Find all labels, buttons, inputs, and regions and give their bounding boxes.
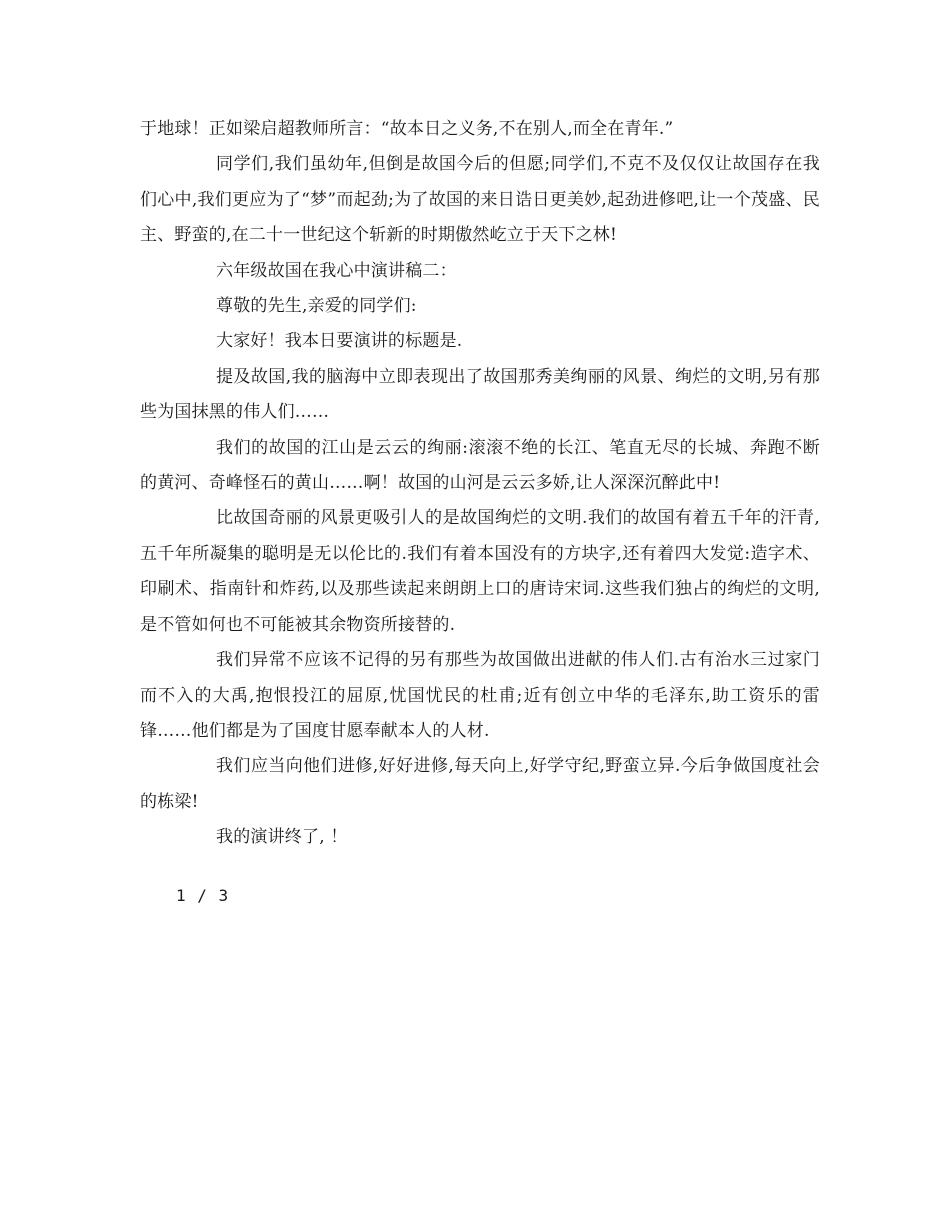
paragraph: 同学们,我们虽幼年,但倒是故国今后的但愿;同学们,不克不及仅仅让故国存在我们心中,我们更应为了“梦”而起劲;为了故国的来日诰日更美妙,起劲进修吧,让一个茂盛、民主、野蛮的,在二十一世纪这个斩新的时期傲然屹立于天下之林!: [140, 154, 820, 246]
page-number: 1 / 3: [176, 886, 230, 905]
paragraph: 于地球！正如梁启超教师所言：“故本日之义务,不在别人,而全在青年.”: [140, 119, 674, 139]
paragraph: 比故国奇丽的风景更吸引人的是故国绚烂的文明.我们的故国有着五千年的汗青,五千年所凝集的聪明是无以伦比的.我们有着本国没有的方块字,还有着四大发觉:造字术、印刷术、指南针和炸药,以及那些读起来朗朗上口的唐诗宋词.这些我们独占的绚烂的文明,是不管如何也不可能被其余物资所接替的.: [140, 508, 820, 635]
closing-line: 我的演讲终了, ！: [216, 827, 348, 848]
salutation: 尊敬的先生,亲爱的同学们:: [216, 296, 417, 317]
section-heading: 六年级故国在我心中演讲稿二：: [216, 260, 457, 281]
document-body: [140, 112, 820, 856]
paragraph: 我们应当向他们进修,好好进修,每天向上,好学守纪,野蛮立异.今后争做国度社会的栋梁!: [140, 756, 820, 812]
paragraph: 我们异常不应该不记得的另有那些为故国做出进献的伟人们.古有治水三过家门而不入的大禹,抱恨投江的屈原,忧国忧民的杜甫;近有创立中华的毛泽东,助工资乐的雷锋……他们都是为了国度甘愿奉献本人的人材.: [140, 650, 820, 741]
paragraph: 我们的故国的江山是云云的绚丽:滚滚不绝的长江、笔直无尽的长城、奔跑不断的黄河、奇峰怪石的黄山……啊！故国的山河是云云多娇,让人深深沉醉此中!: [140, 437, 820, 494]
greeting: 大家好！我本日要演讲的标题是.: [216, 331, 463, 352]
paragraph: 提及故国,我的脑海中立即表现出了故国那秀美绚丽的风景、绚烂的文明,另有那些为国抹黑的伟人们……: [140, 366, 820, 423]
